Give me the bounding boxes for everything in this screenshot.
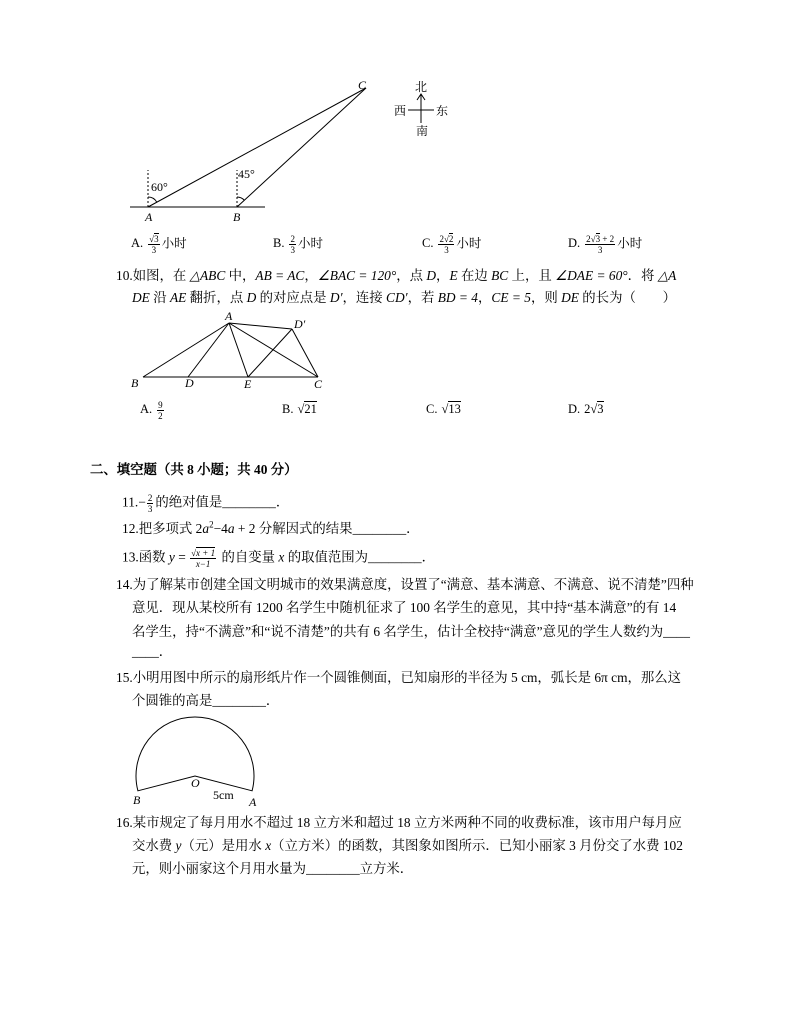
sqrt-sign: √ [441, 402, 449, 416]
radicand: 13 [448, 402, 461, 416]
question-text: 小明用图中所示的扇形纸片作一个圆锥侧面，已知扇形的半径为 5 cm，弧长是 6π cm，那么这 [132, 670, 682, 685]
coefficient: 2 [586, 234, 591, 244]
option-letter: D. [568, 402, 581, 416]
segment-d-prime-e [248, 329, 292, 377]
question-number: 14. [116, 577, 133, 592]
math-run: BC [491, 268, 509, 283]
radicand: 3 [595, 234, 601, 244]
question-text: 的自变量 [218, 549, 279, 565]
q9-option-c [422, 234, 482, 255]
sqrt-sign: √ [590, 234, 596, 244]
text-run: 在边 [457, 268, 492, 283]
angle-arc-b [237, 197, 244, 200]
punctuation: ． [421, 549, 435, 565]
option-letter: B. [282, 402, 294, 416]
compass-south-label: 南 [415, 124, 429, 138]
question-text: （元）是用水 [181, 838, 266, 853]
fraction [147, 493, 154, 514]
angle-arc-a [148, 197, 157, 202]
radicand: 3 [154, 234, 159, 244]
q10-line-1 [116, 267, 676, 285]
numerator-rest: + 2 [600, 234, 615, 244]
question-number: 10. [116, 268, 133, 283]
math-run: CE = 5 [491, 290, 531, 305]
question-13 [122, 548, 435, 569]
compass-west-label: 西 [393, 104, 407, 118]
fraction-numerator: 9 [158, 400, 163, 410]
point-label-a: A [249, 795, 257, 809]
compass-east-label: 东 [435, 104, 449, 118]
math-run: CD′ [386, 290, 408, 305]
option-unit: 小时 [617, 236, 643, 251]
radicand: 2 [448, 234, 454, 244]
question-text: 交水费 [132, 838, 176, 853]
segment-ac [229, 323, 318, 377]
option-unit: 小时 [297, 236, 323, 251]
fraction-denominator: 3 [151, 245, 157, 255]
option-unit: 小时 [161, 236, 187, 251]
question-text: 为了解某市创建全国文明城市的效果满意度，设置了“满意、基本满意、不满意、说不清楚”四种 [132, 577, 694, 592]
q14-line-1 [116, 576, 694, 594]
fraction-denominator: 3 [147, 504, 153, 514]
radicand: 3 [597, 402, 604, 416]
question-number: 15. [116, 670, 133, 685]
q10-figure [125, 305, 335, 395]
variable: y [168, 549, 175, 565]
text-run: 翻折，点 [186, 290, 247, 305]
fraction-numerator [585, 234, 615, 245]
fraction-denominator: 3 [444, 245, 449, 255]
sqrt-sign: √ [149, 234, 155, 244]
angle-label-b: 45° [238, 167, 255, 181]
question-text: 的取值范围为 [284, 549, 369, 565]
question-text: 把多项式 [138, 521, 196, 536]
sqrt-sign: √ [191, 548, 197, 558]
sqrt-sign: √ [443, 234, 449, 244]
math-run: D′ [329, 290, 343, 305]
text-run: 沿 [149, 290, 170, 305]
answer-blank: ________ [306, 861, 360, 876]
point-label-b: B [131, 376, 139, 390]
math-run: AB = AC [255, 268, 305, 283]
option-letter: A. [140, 402, 153, 417]
term: + 2 [234, 521, 256, 536]
question-text: 立方米． [359, 861, 414, 876]
answer-blank: ________ [352, 521, 407, 536]
answer-blank: ________ [212, 693, 266, 708]
segment-ad [188, 323, 229, 377]
option-unit: 小时 [456, 236, 482, 251]
question-12 [122, 520, 420, 538]
sqrt-sign: √ [297, 402, 305, 416]
option-letter: A. [131, 236, 144, 251]
point-label-d: D [185, 376, 194, 390]
variable: x [265, 838, 272, 853]
text-run: 上，且 [508, 268, 556, 283]
option-letter: D. [568, 236, 581, 251]
punctuation: ． [158, 644, 173, 659]
question-text: 的绝对值是 [155, 494, 223, 510]
text-run: ．将 [627, 268, 658, 283]
fraction [289, 234, 296, 255]
sqrt-sign: √ [590, 402, 598, 416]
option-letter: C. [422, 236, 434, 251]
text-run: 如图，在 [132, 268, 190, 283]
term: −4 [213, 521, 228, 536]
fraction-denominator: 3 [290, 245, 295, 255]
q15-line-1 [116, 669, 681, 687]
answer-blank: ____ [132, 644, 159, 659]
point-label-b: B [133, 793, 141, 807]
math-run: DE [561, 290, 579, 305]
answer-blank: ____ [663, 624, 690, 639]
q14-line-3 [132, 623, 690, 641]
q14-line-4 [132, 643, 172, 661]
radicand: 21 [304, 402, 317, 416]
math-run: E [449, 268, 458, 283]
question-text: （立方米）的函数，其图象如图所示．已知小丽家 3 月份交了水费 102 [271, 838, 683, 853]
math-run: ∠BAC = 120° [317, 268, 397, 283]
fraction-numerator [438, 234, 454, 245]
q15-line-2 [132, 692, 279, 710]
q16-line-3 [132, 860, 413, 878]
math-run: ∠DAE = 60° [555, 268, 628, 283]
center-label-o: O [191, 776, 200, 790]
text-run: ，则 [530, 290, 562, 305]
point-label-a: A [145, 210, 153, 224]
option-letter: B. [273, 236, 285, 251]
text-run: ， [304, 268, 318, 283]
question-text: 名学生，持“不满意”和“说不清楚”的共有 6 名学生，估计全校持“满意”意见的学生人数约为 [132, 624, 664, 639]
point-label-a: A [225, 309, 233, 323]
point-label-d-prime: D′ [294, 317, 306, 331]
fraction-numerator: 2 [290, 234, 295, 244]
question-number: 12. [122, 521, 139, 536]
q9-figure [120, 70, 480, 230]
point-label-b: B [233, 210, 241, 224]
math-run: △ABC [189, 268, 226, 283]
variable: y [175, 838, 182, 853]
text-run: 的对应点是 [256, 290, 330, 305]
text-run: ，点 [396, 268, 427, 283]
question-number: 13. [122, 549, 139, 565]
fraction-numerator [148, 234, 159, 245]
math-run: D [246, 290, 257, 305]
fraction-numerator [190, 548, 216, 559]
section-title: 二、填空题（共 8 小题；共 40 分） [90, 462, 298, 477]
fraction-denominator: x−1 [195, 559, 211, 569]
radicand: x + 1 [196, 548, 216, 558]
text-run: 的长为（ ） [578, 290, 677, 305]
point-label-c: C [358, 78, 367, 92]
q10-option-b [282, 400, 317, 418]
fraction-denominator: 3 [597, 245, 603, 255]
answer-blank: ________ [222, 494, 276, 510]
q9-option-d [568, 234, 643, 255]
segment-ae [229, 323, 248, 377]
text-run: ，若 [407, 290, 438, 305]
text-run: ， [436, 268, 450, 283]
fraction [190, 548, 216, 569]
text-run: ，连接 [342, 290, 387, 305]
question-number: 16. [116, 815, 133, 830]
text-run: ， [478, 290, 492, 305]
question-text: 元，则小丽家这个月用水量为 [132, 861, 307, 876]
segment-d-prime-c [292, 329, 318, 377]
variable: a [227, 521, 235, 536]
minus-sign: − [138, 494, 146, 510]
math-run: D [426, 268, 437, 283]
punctuation: ． [265, 693, 280, 708]
angle-label-a: 60° [151, 180, 168, 194]
question-text: 个圆锥的高是 [132, 693, 213, 708]
fraction [438, 234, 454, 255]
question-number: 11. [122, 494, 139, 510]
fraction [157, 400, 164, 421]
coefficient: 2 [584, 402, 591, 416]
segment-ad-prime [229, 323, 292, 329]
math-run: BD = 4 [437, 290, 478, 305]
q16-line-1 [116, 814, 682, 832]
point-label-e: E [244, 377, 252, 391]
equals-sign: = [174, 549, 190, 565]
q10-option-d [568, 400, 604, 418]
segment-ab [143, 323, 229, 377]
q9-option-b [273, 234, 323, 255]
option-letter: C. [426, 402, 438, 416]
q10-option-a [140, 400, 166, 421]
compass-north-label: 北 [414, 80, 428, 94]
question-text: 分解因式的结果 [255, 521, 353, 536]
answer-blank: ________ [368, 549, 422, 565]
variable: a [202, 521, 210, 536]
fraction-denominator: 2 [158, 411, 163, 421]
q14-line-2: 意见．现从某校所有 1200 名学生中随机征求了 100 名学生的意见，其中持“基本满意”的有 14 [132, 600, 677, 615]
fraction-numerator: 2 [147, 493, 153, 503]
q15-sector-figure [125, 710, 270, 810]
text-run: 中， [225, 268, 256, 283]
q9-option-a [131, 234, 187, 255]
q16-line-2 [132, 837, 683, 855]
exponent: 2 [209, 519, 214, 530]
punctuation: ． [275, 494, 290, 510]
coefficient: 2 [195, 521, 203, 536]
fraction [585, 234, 615, 255]
coefficient: 2 [439, 234, 444, 244]
math-run: △A [657, 268, 677, 283]
question-11 [122, 493, 290, 514]
math-run: DE [132, 290, 150, 305]
math-run: AE [169, 290, 187, 305]
q10-option-c [426, 400, 461, 418]
radius-label: 5cm [213, 788, 234, 802]
fraction [148, 234, 159, 255]
question-text: 某市规定了每月用水不超过 18 立方米和超过 18 立方米两种不同的收费标准，该市用户每月应 [132, 815, 682, 830]
punctuation: ． [406, 521, 420, 536]
variable: x [278, 549, 285, 565]
point-label-c: C [314, 377, 323, 391]
question-text: 函数 [138, 549, 169, 565]
